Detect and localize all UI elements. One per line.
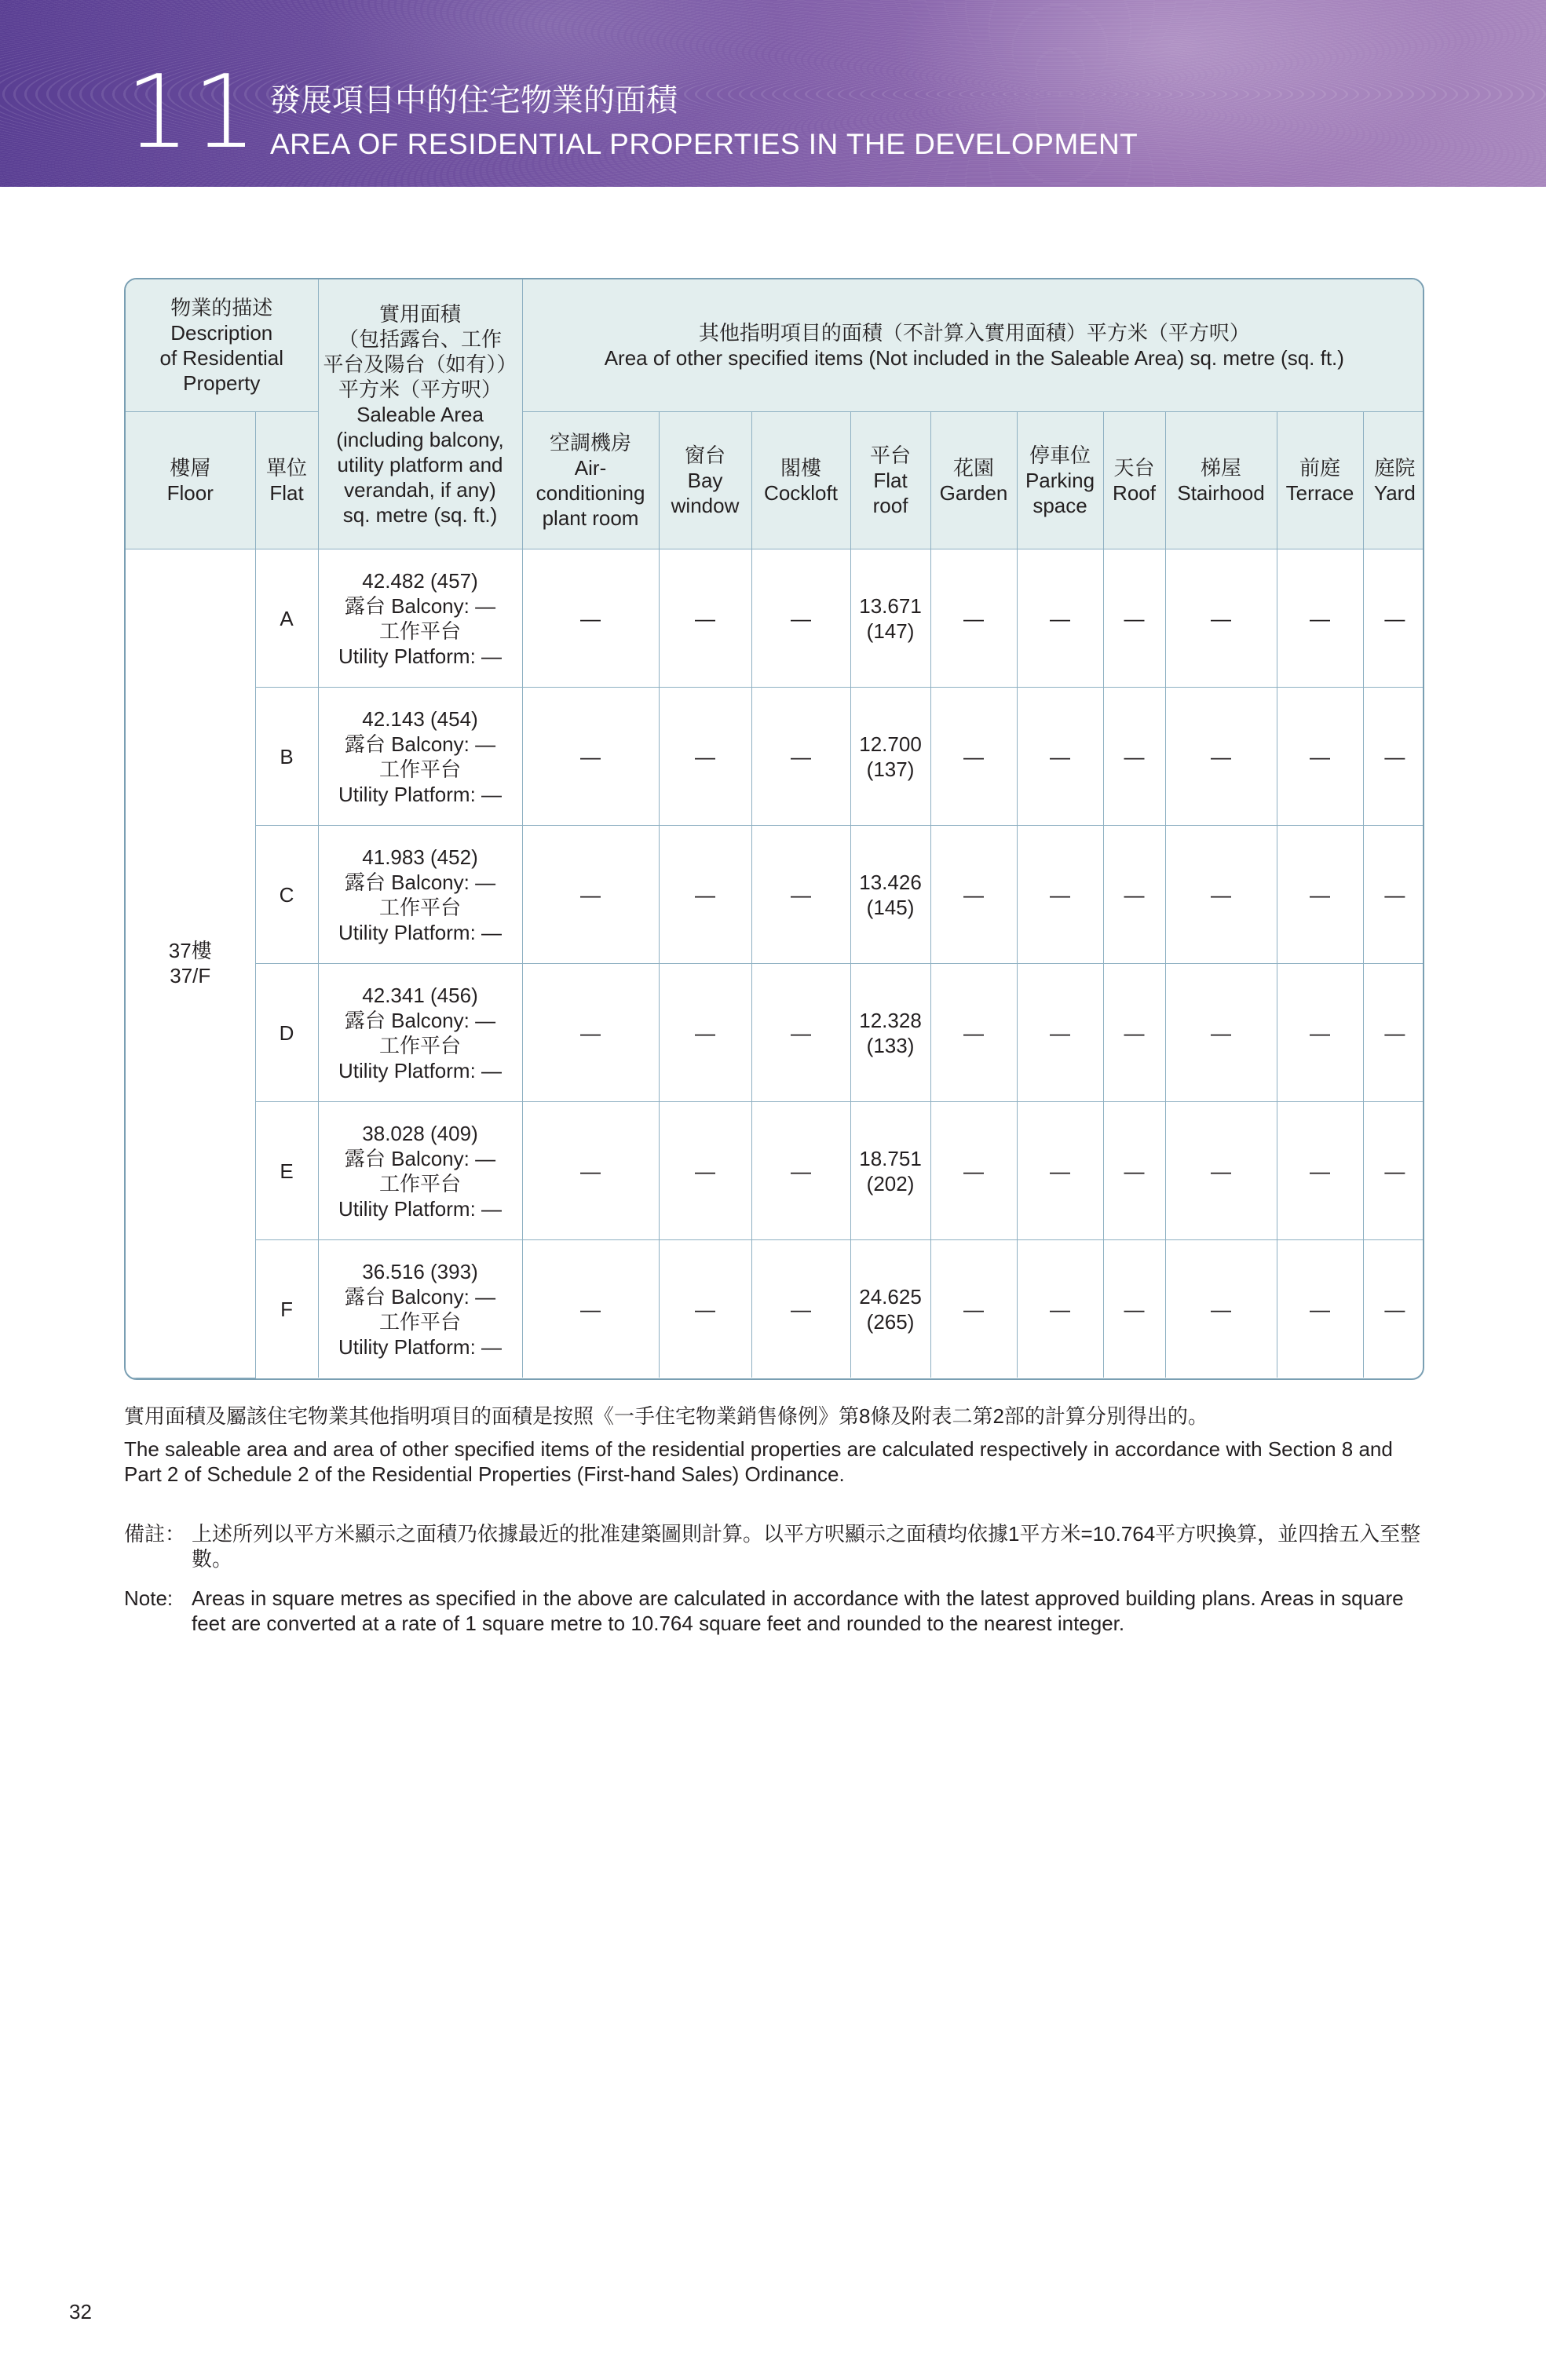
other-item-cell: —	[1165, 688, 1277, 826]
other-items-header: 其他指明項目的面積（不計算入實用面積）平方米（平方呎） Area of other specified items (Not included in the Saleable Area) sq. metre (sq. ft.)	[522, 279, 1424, 412]
other-item-cell: 13.671 (147)	[850, 549, 930, 688]
other-item-cell: —	[751, 964, 850, 1102]
table-row	[126, 688, 1424, 826]
other-item-cell: —	[1103, 1102, 1165, 1240]
other-item-cell: —	[659, 549, 751, 688]
calc-note-zh: 實用面積及屬該住宅物業其他指明項目的面積是按照《一手住宅物業銷售條例》第8條及附表二第2部的計算分別得出的。	[124, 1404, 1208, 1428]
other-item-cell: —	[1363, 826, 1424, 964]
other-item-cell: —	[1165, 549, 1277, 688]
area-table-frame	[124, 278, 1424, 1380]
saleable-area-header: 實用面積 （包括露台、工作 平台及陽台（如有）） 平方米（平方呎） Saleable Area (including balcony, utility platform and verandah, if any) sq. metre (sq. ft.)	[318, 279, 522, 549]
other-item-header: 閣樓 Cockloft	[751, 412, 850, 549]
other-item-header: 天台 Roof	[1103, 412, 1165, 549]
table-row	[126, 1102, 1424, 1240]
other-item-cell: —	[930, 826, 1017, 964]
table-row	[126, 964, 1424, 1102]
other-item-cell: 13.426 (145)	[850, 826, 930, 964]
saleable-area-cell: 41.983 (452) 露台 Balcony: — 工作平台 Utility Platform: —	[318, 826, 522, 964]
remark-label: 備註：	[124, 1522, 186, 1546]
note-text: Areas in square metres as specified in the above are calculated in accordance with the latest approved building plans. Areas in square feet are converted at a rate of 1 square metre to 10.764 square feet and rounded to the nearest integer.	[192, 1586, 1404, 1635]
other-item-cell: —	[659, 826, 751, 964]
other-item-header: 花園 Garden	[930, 412, 1017, 549]
other-item-cell: —	[930, 1240, 1017, 1378]
table-row	[126, 826, 1424, 964]
other-item-cell: —	[751, 826, 850, 964]
other-item-cell: —	[1363, 964, 1424, 1102]
other-item-cell: —	[1277, 1102, 1363, 1240]
other-item-cell: 18.751 (202)	[850, 1102, 930, 1240]
other-item-header: 庭院 Yard	[1363, 412, 1424, 549]
flat-cell: E	[255, 1102, 318, 1240]
description-header: 物業的描述 Description of Residential Property	[126, 279, 318, 412]
other-item-cell: —	[1363, 549, 1424, 688]
saleable-area-cell: 38.028 (409) 露台 Balcony: — 工作平台 Utility Platform: —	[318, 1102, 522, 1240]
other-item-cell: —	[659, 1240, 751, 1378]
note-label: Note:	[124, 1586, 174, 1610]
other-item-header: 梯屋 Stairhood	[1165, 412, 1277, 549]
other-item-cell: —	[930, 1102, 1017, 1240]
other-item-cell: —	[1103, 1240, 1165, 1378]
other-item-cell: —	[522, 549, 659, 688]
other-item-cell: —	[1277, 688, 1363, 826]
other-item-cell: —	[1277, 964, 1363, 1102]
table-row	[126, 549, 1424, 688]
section-number: 11	[126, 54, 260, 171]
saleable-area-cell: 42.143 (454) 露台 Balcony: — 工作平台 Utility Platform: —	[318, 688, 522, 826]
other-item-cell: —	[930, 688, 1017, 826]
other-item-cell: —	[1165, 826, 1277, 964]
other-item-header: 窗台 Bay window	[659, 412, 751, 549]
other-item-cell: —	[1103, 826, 1165, 964]
saleable-area-cell: 42.341 (456) 露台 Balcony: — 工作平台 Utility Platform: —	[318, 964, 522, 1102]
other-item-cell: 24.625 (265)	[850, 1240, 930, 1378]
floor-cell: 37樓 37/F	[126, 549, 255, 1378]
other-item-cell: —	[1165, 1240, 1277, 1378]
table-header-row-1	[126, 279, 1424, 412]
other-item-cell: —	[1363, 688, 1424, 826]
other-item-cell: —	[751, 549, 850, 688]
calc-note-en: The saleable area and area of other specified items of the residential properties are calculated respectively in accordance with Section 8 and Part 2 of Schedule 2 of the Residential Properties (First-hand Sales) Ordinance.	[124, 1437, 1393, 1486]
other-item-cell: —	[930, 549, 1017, 688]
other-item-cell: —	[522, 964, 659, 1102]
section-banner	[0, 0, 1546, 187]
section-title-zh: 發展項目中的住宅物業的面積	[269, 82, 678, 119]
flat-cell: B	[255, 688, 318, 826]
other-item-cell: —	[1277, 826, 1363, 964]
table-row	[126, 1240, 1424, 1378]
other-item-cell: 12.700 (137)	[850, 688, 930, 826]
other-item-cell: —	[1363, 1240, 1424, 1378]
other-item-cell: —	[1017, 688, 1103, 826]
other-item-cell: —	[1103, 549, 1165, 688]
section-title-en: AREA OF RESIDENTIAL PROPERTIES IN THE DEVELOPMENT	[270, 128, 1138, 160]
other-item-header: 停車位 Parking space	[1017, 412, 1103, 549]
area-table	[126, 279, 1424, 1378]
other-item-cell: —	[1017, 964, 1103, 1102]
other-item-cell: —	[930, 964, 1017, 1102]
other-item-header: 前庭 Terrace	[1277, 412, 1363, 549]
other-item-cell: —	[1165, 964, 1277, 1102]
other-item-cell: —	[1103, 688, 1165, 826]
flat-cell: F	[255, 1240, 318, 1378]
other-item-cell: —	[1363, 1102, 1424, 1240]
other-item-cell: —	[751, 688, 850, 826]
remark-text: 上述所列以平方米顯示之面積乃依據最近的批准建築圖則計算。以平方呎顯示之面積均依據1平方米=10.764平方呎換算，並四捨五入至整數。	[192, 1522, 1421, 1571]
other-item-cell: —	[522, 1240, 659, 1378]
other-item-cell: —	[1017, 1102, 1103, 1240]
other-item-cell: —	[1017, 826, 1103, 964]
flat-cell: C	[255, 826, 318, 964]
other-item-cell: —	[1017, 549, 1103, 688]
floor-header: 樓層 Floor	[126, 412, 255, 549]
saleable-area-cell: 42.482 (457) 露台 Balcony: — 工作平台 Utility Platform: —	[318, 549, 522, 688]
other-item-cell: —	[1165, 1102, 1277, 1240]
other-item-cell: —	[659, 1102, 751, 1240]
other-item-header: 平台 Flat roof	[850, 412, 930, 549]
other-item-cell: 12.328 (133)	[850, 964, 930, 1102]
other-item-cell: —	[1277, 1240, 1363, 1378]
other-item-cell: —	[522, 688, 659, 826]
other-item-cell: —	[659, 688, 751, 826]
other-item-cell: —	[1017, 1240, 1103, 1378]
other-item-cell: —	[1103, 964, 1165, 1102]
other-item-cell: —	[751, 1102, 850, 1240]
flat-cell: A	[255, 549, 318, 688]
other-item-cell: —	[659, 964, 751, 1102]
other-item-header: 空調機房 Air- conditioning plant room	[522, 412, 659, 549]
page-number: 32	[69, 2300, 92, 2323]
other-item-cell: —	[522, 826, 659, 964]
other-item-cell: —	[522, 1102, 659, 1240]
other-item-cell: —	[1277, 549, 1363, 688]
flat-header: 單位 Flat	[255, 412, 318, 549]
flat-cell: D	[255, 964, 318, 1102]
other-item-cell: —	[751, 1240, 850, 1378]
saleable-area-cell: 36.516 (393) 露台 Balcony: — 工作平台 Utility Platform: —	[318, 1240, 522, 1378]
